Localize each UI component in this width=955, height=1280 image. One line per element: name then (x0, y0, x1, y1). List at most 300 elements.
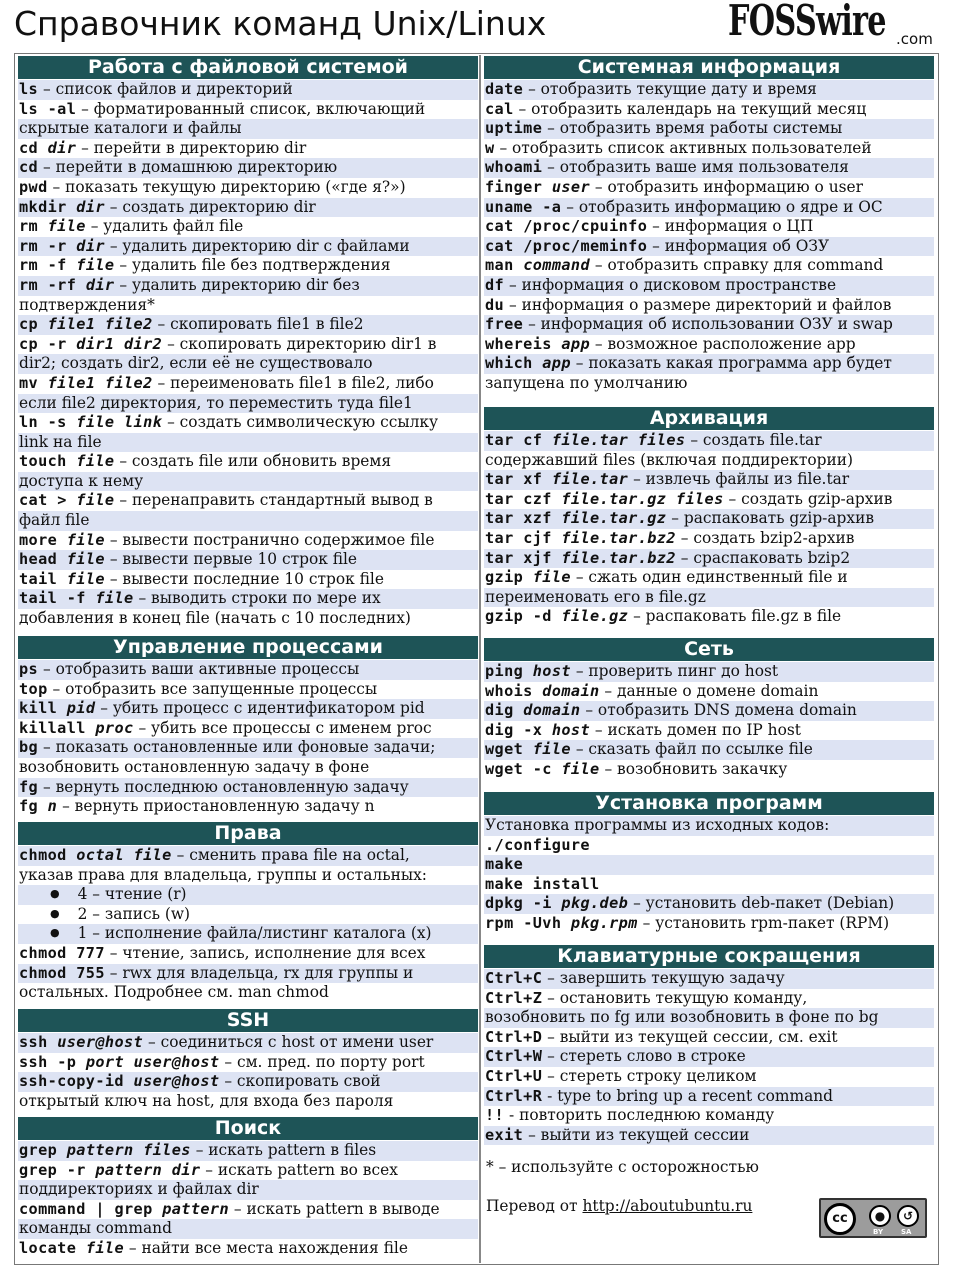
fosswire-logo (728, 0, 947, 48)
section-ssh (18, 1009, 478, 1115)
command-line (484, 701, 934, 721)
section-archiving (484, 407, 934, 631)
section-header: Архивация (484, 407, 934, 430)
by-icon: ● (869, 1205, 891, 1227)
description: – сказать файл по ссылке file (570, 740, 813, 759)
command-line (18, 846, 478, 866)
description: – создать символическую ссылку (162, 413, 439, 432)
description: – удалить файл file (85, 217, 244, 236)
command-line (18, 433, 478, 453)
command-line (484, 1028, 934, 1048)
command-line (484, 178, 934, 198)
section-system-info (484, 56, 934, 398)
translation-link[interactable]: http://aboutubuntu.ru (582, 1197, 753, 1215)
footnote: * – используйте с осторожностью (486, 1158, 759, 1176)
description: – создать bzip2-архив (675, 528, 855, 547)
description: – отобразить DNS домена domain (580, 701, 857, 720)
command: df (485, 275, 505, 294)
command: Ctrl+W (485, 1047, 543, 1066)
command: chmod 755 (19, 963, 105, 982)
command-line (18, 738, 478, 758)
command-line (18, 276, 478, 296)
command-line (18, 472, 478, 492)
description: остальных. Подробнее см. man chmod (19, 983, 329, 1002)
command-line (18, 797, 478, 817)
command-line (484, 607, 934, 627)
command: ping host (485, 662, 571, 680)
description: – установить deb-пакет (Debian) (628, 894, 895, 913)
command-line (484, 335, 934, 355)
command-line (18, 491, 478, 511)
command: fg n (19, 797, 58, 816)
command: tar xjf file.tar.bz2 (485, 548, 676, 567)
section-header: Работа с файловой системой (18, 56, 478, 79)
command-line (484, 296, 934, 316)
command: Ctrl+C (485, 969, 543, 987)
description: – скопировать директорию dir1 в (162, 334, 437, 353)
command-line (484, 158, 934, 178)
command: !! (485, 1106, 505, 1125)
description: – распаковать gzip-архив (666, 509, 874, 528)
description: – выводить строки по мере их (133, 589, 381, 608)
command-line (18, 217, 478, 237)
description: – отобразить ваши активные процессы (38, 660, 360, 678)
creative-commons-badge (819, 1198, 927, 1238)
command: head file (19, 550, 105, 569)
command-line (18, 80, 478, 100)
section-header: Установка программ (484, 792, 934, 815)
command-line (18, 1141, 478, 1161)
description: – создать file.tar (685, 431, 822, 449)
description: – вернуть последнюю остановленную задачу (38, 777, 409, 796)
command: chmod octal file (19, 846, 172, 864)
command-line (18, 589, 478, 609)
description: – сменить права file на octal, (171, 846, 410, 864)
command-line (484, 894, 934, 914)
command: tar cjf file.tar.bz2 (485, 528, 676, 547)
command-line (18, 758, 478, 778)
command-line (18, 866, 478, 886)
description: содержавший files (включая поддиректории) (485, 450, 854, 469)
command: tar xf file.tar (485, 470, 629, 489)
command: ls -al (19, 99, 77, 118)
command: cat /proc/meminfo (485, 236, 648, 255)
command: grep -r pattern dir (19, 1160, 201, 1179)
command: tar xzf file.tar.gz (485, 509, 667, 528)
description: – скопировать file1 в file2 (152, 315, 364, 334)
description: – создать gzip-архив (723, 489, 893, 508)
command-line (484, 451, 934, 471)
description: – перейти в домашнюю директорию (38, 158, 338, 177)
command-line (484, 315, 934, 335)
command: wget file (485, 740, 571, 759)
description: – стереть строку целиком (542, 1066, 757, 1085)
command-line (18, 394, 478, 414)
command-line (484, 588, 934, 608)
command-line (484, 721, 934, 741)
command: chmod 777 (19, 943, 105, 962)
command: tail -f file (19, 589, 134, 608)
section-header: Сеть (484, 638, 934, 661)
command-line (484, 1126, 934, 1146)
command: rm -rf dir (19, 275, 115, 294)
command-line (18, 1180, 478, 1200)
command-line (484, 470, 934, 490)
description: – установить rpm-пакет (RPM) (637, 913, 890, 932)
description: – отобразить все запущенные процессы (47, 679, 378, 698)
command: cat > file (19, 491, 115, 510)
command-line (484, 914, 934, 934)
command: mkdir dir (19, 197, 105, 216)
section-header: Системная информация (484, 56, 934, 79)
command: tar czf file.tar.gz files (485, 489, 724, 508)
command: ps (19, 660, 39, 678)
logo-main: FOSSwire (728, 0, 886, 45)
command-line (18, 256, 478, 276)
command-line: ● 2 – запись (w) (18, 905, 478, 925)
command-line (484, 490, 934, 510)
description: – показать текущую директорию («где я?») (47, 177, 406, 196)
description: – искать pattern в выводе (229, 1199, 440, 1218)
command-line (484, 374, 934, 394)
command-line (18, 699, 478, 719)
command-line (18, 964, 478, 984)
description: – rwx для владельца, rx для группы и (104, 963, 414, 982)
command-line (484, 1087, 934, 1107)
description: – отобразить календарь на текущий месяц (513, 99, 867, 118)
description: – удалить директорию dir с файлами (104, 236, 410, 255)
command: gzip -d file.gz (485, 607, 629, 626)
command-line (484, 237, 934, 257)
description: – возобновить закачку (599, 759, 788, 778)
description: – удалить директорию dir без (114, 275, 360, 294)
section-network (484, 638, 934, 784)
command-line (484, 1008, 934, 1028)
command-line (18, 719, 478, 739)
command: whereis app (485, 334, 590, 353)
command-line (484, 217, 934, 237)
command: du (485, 295, 505, 314)
description: – см. пред. по порту port (219, 1052, 425, 1071)
description: – отобразить информацию о user (590, 177, 863, 196)
description: – найти все места нахождения file (124, 1238, 408, 1257)
command: touch file (19, 452, 115, 471)
command-line (484, 760, 934, 780)
command-line (18, 139, 478, 159)
command: Ctrl+D (485, 1027, 543, 1046)
command-line (484, 198, 934, 218)
command: bg (19, 738, 39, 757)
command-line (484, 1106, 934, 1126)
command: Ctrl+R (485, 1086, 543, 1105)
description: – отобразить ваше имя пользователя (542, 158, 849, 177)
description: – распаковать file.gz в file (628, 607, 842, 626)
description: – перейти в директорию dir (76, 138, 307, 157)
translation-credit (486, 1196, 752, 1216)
command-line (18, 1161, 478, 1181)
command-line (18, 354, 478, 374)
description: – убить процесс с идентификатором pid (95, 699, 425, 718)
description: – сжать один единственный file и (570, 568, 848, 587)
description: - type to bring up a recent command (542, 1086, 834, 1105)
command: man command (485, 256, 590, 275)
command: Ctrl+Z (485, 988, 543, 1007)
command: dpkg -i pkg.deb (485, 894, 629, 913)
command-line (18, 452, 478, 472)
description: – переименовать file1 в file2, либо (152, 373, 434, 392)
command: exit (485, 1125, 524, 1144)
description: – данные о домене domain (599, 681, 819, 700)
description: – остановить текущую команду, (542, 988, 808, 1007)
command-line (18, 570, 478, 590)
command: whoami (485, 158, 543, 177)
description: возобновить по fg или возобновить в фоне по bg (485, 1008, 879, 1027)
command-line (18, 550, 478, 570)
command: w (485, 138, 495, 157)
description: link на file (19, 432, 102, 451)
description: – отобразить справку для command (590, 256, 884, 275)
command-line (484, 989, 934, 1009)
command: date (485, 80, 524, 98)
command: uptime (485, 119, 543, 138)
description: – удалить file без подтверждения (114, 256, 391, 275)
command-line (18, 237, 478, 257)
description: – информация о дисковом пространстве (504, 275, 837, 294)
command: pwd (19, 177, 48, 196)
command: ssh user@host (19, 1033, 144, 1051)
sa-icon: ↺ (897, 1205, 919, 1227)
command: ls (19, 80, 39, 98)
description: – форматированный список, включающий (76, 99, 426, 118)
command-line (18, 158, 478, 178)
section-install (484, 792, 934, 938)
description: – выйти из текущей сессии, см. exit (542, 1027, 838, 1046)
description: – выйти из текущей сессии (523, 1125, 750, 1144)
command: uname -a (485, 197, 562, 216)
description: возобновить остановленную задачу в фоне (19, 757, 370, 776)
description: – проверить пинг до host (570, 662, 779, 680)
command-line (484, 276, 934, 296)
description: – искать домен по IP host (590, 720, 801, 739)
command-line (18, 1033, 478, 1053)
command: which app (485, 354, 571, 373)
command-line (484, 682, 934, 702)
command: tar cf file.tar files (485, 431, 686, 449)
description: – возможное расположение app (590, 334, 856, 353)
command-line (18, 100, 478, 120)
command: cd dir (19, 138, 77, 157)
command-line (18, 335, 478, 355)
command: ./configure (485, 835, 590, 854)
section-header: Клавиатурные сокращения (484, 945, 934, 968)
description: – вернуть приостановленную задачу n (57, 797, 375, 816)
description: – сраспаковать bzip2 (675, 548, 851, 567)
command: Ctrl+U (485, 1066, 543, 1085)
sa-label: SA (901, 1228, 912, 1236)
command-line: ● 1 – исполнение файла/листинг каталога (x) (18, 924, 478, 944)
description: добавления в конец file (начать с 10 последних) (19, 609, 411, 628)
description: открытый ключ на host, для входа без пароля (19, 1091, 394, 1110)
description: – информация о размере директорий и файлов (504, 295, 892, 314)
command: ssh -p port user@host (19, 1052, 220, 1071)
section-files (18, 56, 478, 633)
command-line (18, 511, 478, 531)
command-line (18, 983, 478, 1003)
command-line (484, 1067, 934, 1087)
section-processes (18, 636, 478, 821)
command-line (18, 296, 478, 316)
command-line (18, 374, 478, 394)
command: locate file (19, 1238, 124, 1257)
command-line (484, 139, 934, 159)
command-line (484, 662, 934, 682)
command-line (484, 969, 934, 989)
description: доступа к нему (19, 471, 144, 490)
description: – вывести первые 10 строк file (104, 550, 358, 569)
description: dir2; создать dir2, если её не существовало (19, 354, 373, 373)
description: если file2 директория, то переместить туда file1 (19, 393, 413, 412)
command: finger user (485, 177, 590, 196)
command-line (484, 529, 934, 549)
command: ssh-copy-id user@host (19, 1072, 220, 1091)
section-header: Права (18, 822, 478, 845)
command: whois domain (485, 681, 600, 700)
description: – отобразить время работы системы (542, 119, 843, 138)
description: – информация о ЦП (647, 217, 814, 236)
description: – информация об использовании ОЗУ и swap (523, 315, 893, 334)
command-line (18, 119, 478, 139)
command: wget -c file (485, 759, 600, 778)
description: – создать file или обновить время (114, 452, 392, 471)
description: – завершить текущую задачу (542, 969, 785, 987)
command: mv file1 file2 (19, 373, 153, 392)
description: – соединиться с host от имени user (143, 1033, 434, 1051)
command: command | grep pattern (19, 1199, 229, 1218)
translation-label: Перевод от (486, 1197, 583, 1215)
command-line (18, 1219, 478, 1239)
description: – убить все процессы с именем proc (133, 718, 432, 737)
description: Установка программы из исходных кодов: (485, 816, 830, 834)
section-shortcuts (484, 945, 934, 1149)
command-line (484, 256, 934, 276)
description: запущена по умолчанию (485, 373, 688, 392)
description: – список файлов и директорий (38, 80, 293, 98)
command: more file (19, 530, 105, 549)
section-header: Поиск (18, 1117, 478, 1140)
command-line (484, 875, 934, 895)
command: dig -x host (485, 720, 591, 739)
command-line (484, 100, 934, 120)
column-divider (479, 55, 481, 1263)
command: rm -f file (19, 256, 115, 275)
command-line (18, 413, 478, 433)
command-line (18, 198, 478, 218)
description: – показать какая программа app будет (570, 354, 892, 373)
command-line (484, 80, 934, 100)
command: rm -r dir (19, 236, 105, 255)
command-line (484, 816, 934, 836)
command: tail file (19, 569, 105, 588)
description: – искать pattern в files (190, 1141, 377, 1159)
description: файл file (19, 511, 90, 530)
section-search (18, 1117, 478, 1263)
command-line (18, 1092, 478, 1112)
description: – искать pattern во всех (200, 1160, 398, 1179)
command-line: ● 4 – чтение (r) (18, 885, 478, 905)
description: – вывести постранично содержимое file (104, 530, 435, 549)
description: подтверждения* (19, 295, 155, 314)
description: указав права для владельца, группы и остальных: (19, 865, 427, 884)
section-header: SSH (18, 1009, 478, 1032)
section-permissions (18, 822, 478, 1007)
command-line (484, 509, 934, 529)
command-line (18, 1072, 478, 1092)
description: – чтение, запись, исполнение для всех (104, 943, 426, 962)
command: cal (485, 99, 514, 118)
command-line (18, 1239, 478, 1259)
description: - повторить последнюю команду (504, 1106, 775, 1125)
command-line (18, 178, 478, 198)
description: скрытые каталоги и файлы (19, 119, 242, 138)
command-line (484, 119, 934, 139)
command-line (18, 1053, 478, 1073)
description: поддиректориях и файлах dir (19, 1180, 259, 1199)
by-label: BY (873, 1228, 884, 1236)
command-line (18, 680, 478, 700)
command: rm file (19, 217, 86, 236)
command-line (18, 609, 478, 629)
command: make (485, 855, 524, 874)
command-line (18, 531, 478, 551)
command-line (484, 740, 934, 760)
command: cat /proc/cpuinfo (485, 217, 648, 236)
command-line (484, 354, 934, 374)
logo-suffix: .com (896, 30, 933, 48)
section-header: Управление процессами (18, 636, 478, 659)
description: – извлечь файлы из file.tar (628, 470, 850, 489)
command: rpm -Uvh pkg.rpm (485, 913, 638, 932)
description: – отобразить информацию о ядре и ОС (561, 197, 883, 216)
command: kill pid (19, 699, 96, 718)
command: top (19, 679, 48, 698)
page-title: Справочник команд Unix/Linux (14, 4, 547, 43)
description: – перенаправить стандартный вывод в (114, 491, 433, 510)
description: переименовать его в file.gz (485, 587, 706, 606)
command-line (484, 568, 934, 588)
command-line (18, 778, 478, 798)
command-line (18, 944, 478, 964)
description: – стереть слово в строке (542, 1047, 746, 1066)
description: команды command (19, 1219, 172, 1238)
description: – скопировать свой (219, 1072, 381, 1091)
command: killall proc (19, 718, 134, 737)
description: – отобразить текущие дату и время (523, 80, 817, 98)
description: – информация об ОЗУ (647, 236, 830, 255)
command: cd (19, 158, 39, 177)
command: ln -s file link (19, 413, 163, 432)
command-line (484, 1047, 934, 1067)
command: fg (19, 777, 39, 796)
command-line (484, 431, 934, 451)
command: cp -r dir1 dir2 (19, 334, 163, 353)
command: free (485, 315, 524, 334)
command-line (484, 855, 934, 875)
command: dig domain (485, 701, 581, 720)
command-line (18, 660, 478, 680)
command-line (18, 1200, 478, 1220)
description: – вывести последние 10 строк file (104, 569, 384, 588)
command: grep pattern files (19, 1141, 191, 1159)
